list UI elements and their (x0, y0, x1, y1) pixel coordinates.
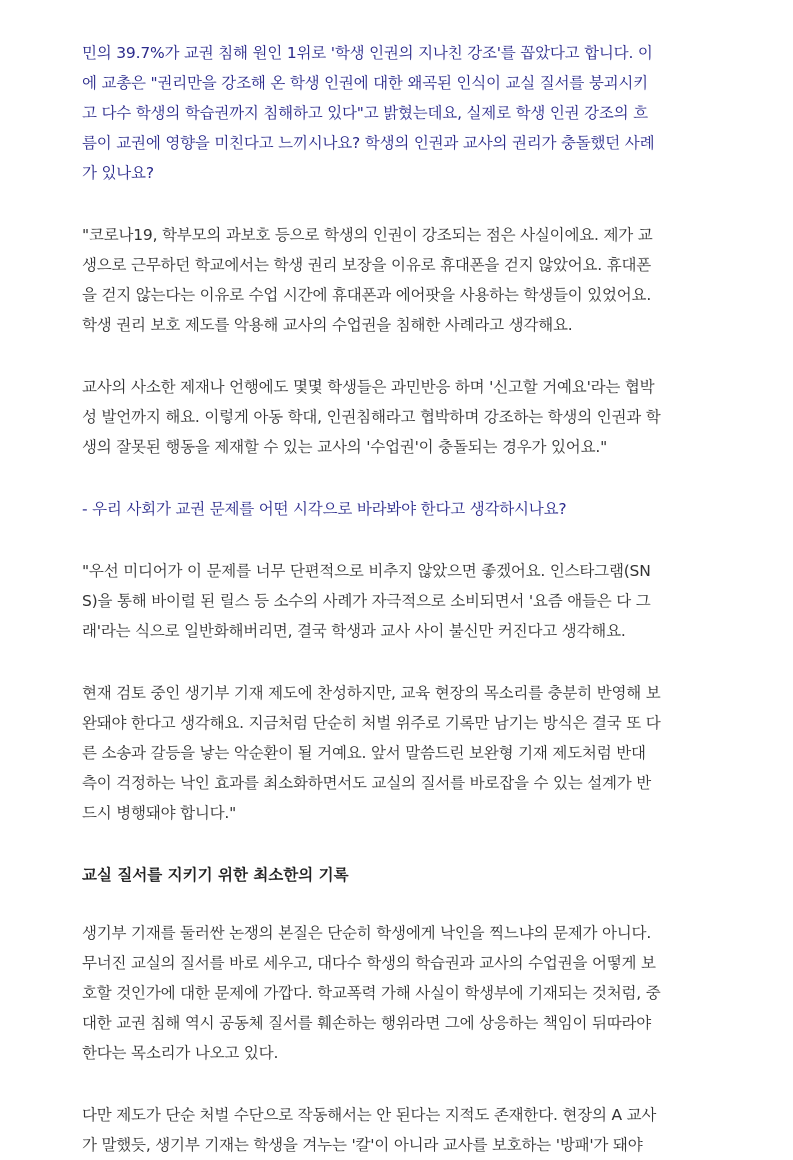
interview-answer-paragraph (82, 918, 711, 1068)
text-line: 다만 제도가 단순 처벌 수단으로 작동해서는 안 된다는 지적도 존재한다. 현장의 A 교사 (82, 1106, 657, 1124)
interview-answer-paragraph (82, 1100, 711, 1160)
text-line: 호할 것인가에 대한 문제에 가깝다. 학교폭력 가해 사실이 학생부에 기재되는 것처럼, 중 (82, 984, 661, 1002)
text-line: 드시 병행돼야 합니다." (82, 804, 237, 822)
text-line: 생으로 근무하던 학교에서는 학생 권리 보장을 이유로 휴대폰을 걷지 않았어요. 휴대폰 (82, 256, 652, 274)
text-line: 대한 교권 침해 역시 공동체 질서를 훼손하는 행위라면 그에 상응하는 책임이 뒤따라야 (82, 1014, 652, 1032)
text-line: 민의 39.7%가 교권 침해 원인 1위로 '학생 인권의 지나친 강조'를 꼽았다고 합니다. 이 (82, 44, 653, 62)
interview-answer-paragraph (82, 556, 711, 646)
interview-question (82, 38, 711, 188)
text-line: - 우리 사회가 교권 문제를 어떤 시각으로 바라봐야 한다고 생각하시나요? (82, 500, 567, 518)
interview-answer-paragraph (82, 220, 711, 340)
text-line: 학생 권리 보호 제도를 악용해 교사의 수업권을 침해한 사례라고 생각해요. (82, 316, 573, 334)
text-line: 생기부 기재를 둘러싼 논쟁의 본질은 단순히 학생에게 낙인을 찍느냐의 문제가 아니다. (82, 924, 652, 942)
text-line: 교사의 사소한 제재나 언행에도 몇몇 학생들은 과민반응 하며 '신고할 거예요'라는 협박 (82, 378, 655, 396)
text-line: 른 소송과 갈등을 낳는 악순환이 될 거예요. 앞서 말씀드린 보완형 기재 제도처럼 반대 (82, 744, 646, 762)
text-line: 현재 검토 중인 생기부 기재 제도에 찬성하지만, 교육 현장의 목소리를 충분히 반영해 보 (82, 684, 661, 702)
text-line: 생의 잘못된 행동을 제재할 수 있는 교사의 '수업권'이 충돌되는 경우가 있어요." (82, 438, 608, 456)
text-line: "우선 미디어가 이 문제를 너무 단편적으로 비추지 않았으면 좋겠어요. 인스타그램(SN (82, 562, 651, 580)
text-line: 을 걷지 않는다는 이유로 수업 시간에 휴대폰과 에어팟을 사용하는 학생들이 있었어요. (82, 286, 652, 304)
text-line: S)을 통해 바이럴 된 릴스 등 소수의 사례가 자극적으로 소비되면서 '요즘 애들은 다 그 (82, 592, 651, 610)
text-line: 래'라는 식으로 일반화해버리면, 결국 학생과 교사 사이 불신만 커진다고 생각해요. (82, 622, 626, 640)
text-line: 에 교총은 "권리만을 강조해 온 학생 인권에 대한 왜곡된 인식이 교실 질서를 붕괴시키 (82, 74, 648, 92)
text-line: 고 다수 학생의 학습권까지 침해하고 있다"고 밝혔는데요, 실제로 학생 인권 강조의 흐 (82, 104, 648, 122)
article-body (82, 38, 711, 1160)
text-line: 가 있나요? (82, 164, 154, 182)
interview-answer-paragraph (82, 372, 711, 462)
text-line: 완돼야 한다고 생각해요. 지금처럼 단순히 처벌 위주로 기록만 남기는 방식은 결국 또 다 (82, 714, 661, 732)
text-line: 측이 걱정하는 낙인 효과를 최소화하면서도 교실의 질서를 바로잡을 수 있는 설계가 반 (82, 774, 652, 792)
text-line: 가 말했듯, 생기부 기재는 학생을 겨누는 '칼'이 아니라 교사를 보호하는 '방패'가 돼야 (82, 1136, 643, 1154)
interview-answer-paragraph (82, 678, 711, 828)
text-line: 성 발언까지 해요. 이렇게 아동 학대, 인권침해라고 협박하며 강조하는 학생의 인권과 학 (82, 408, 661, 426)
text-line: "코로나19, 학부모의 과보호 등으로 학생의 인권이 강조되는 점은 사실이에요. 제가 교 (82, 226, 653, 244)
interview-question (82, 494, 711, 524)
section-heading: 교실 질서를 지키기 위한 최소한의 기록 (82, 866, 349, 884)
text-line: 한다는 목소리가 나오고 있다. (82, 1044, 279, 1062)
text-line: 름이 교권에 영향을 미친다고 느끼시나요? 학생의 인권과 교사의 권리가 충돌했던 사례 (82, 134, 655, 152)
text-line: 무너진 교실의 질서를 바로 세우고, 대다수 학생의 학습권과 교사의 수업권을 어떻게 보 (82, 954, 656, 972)
